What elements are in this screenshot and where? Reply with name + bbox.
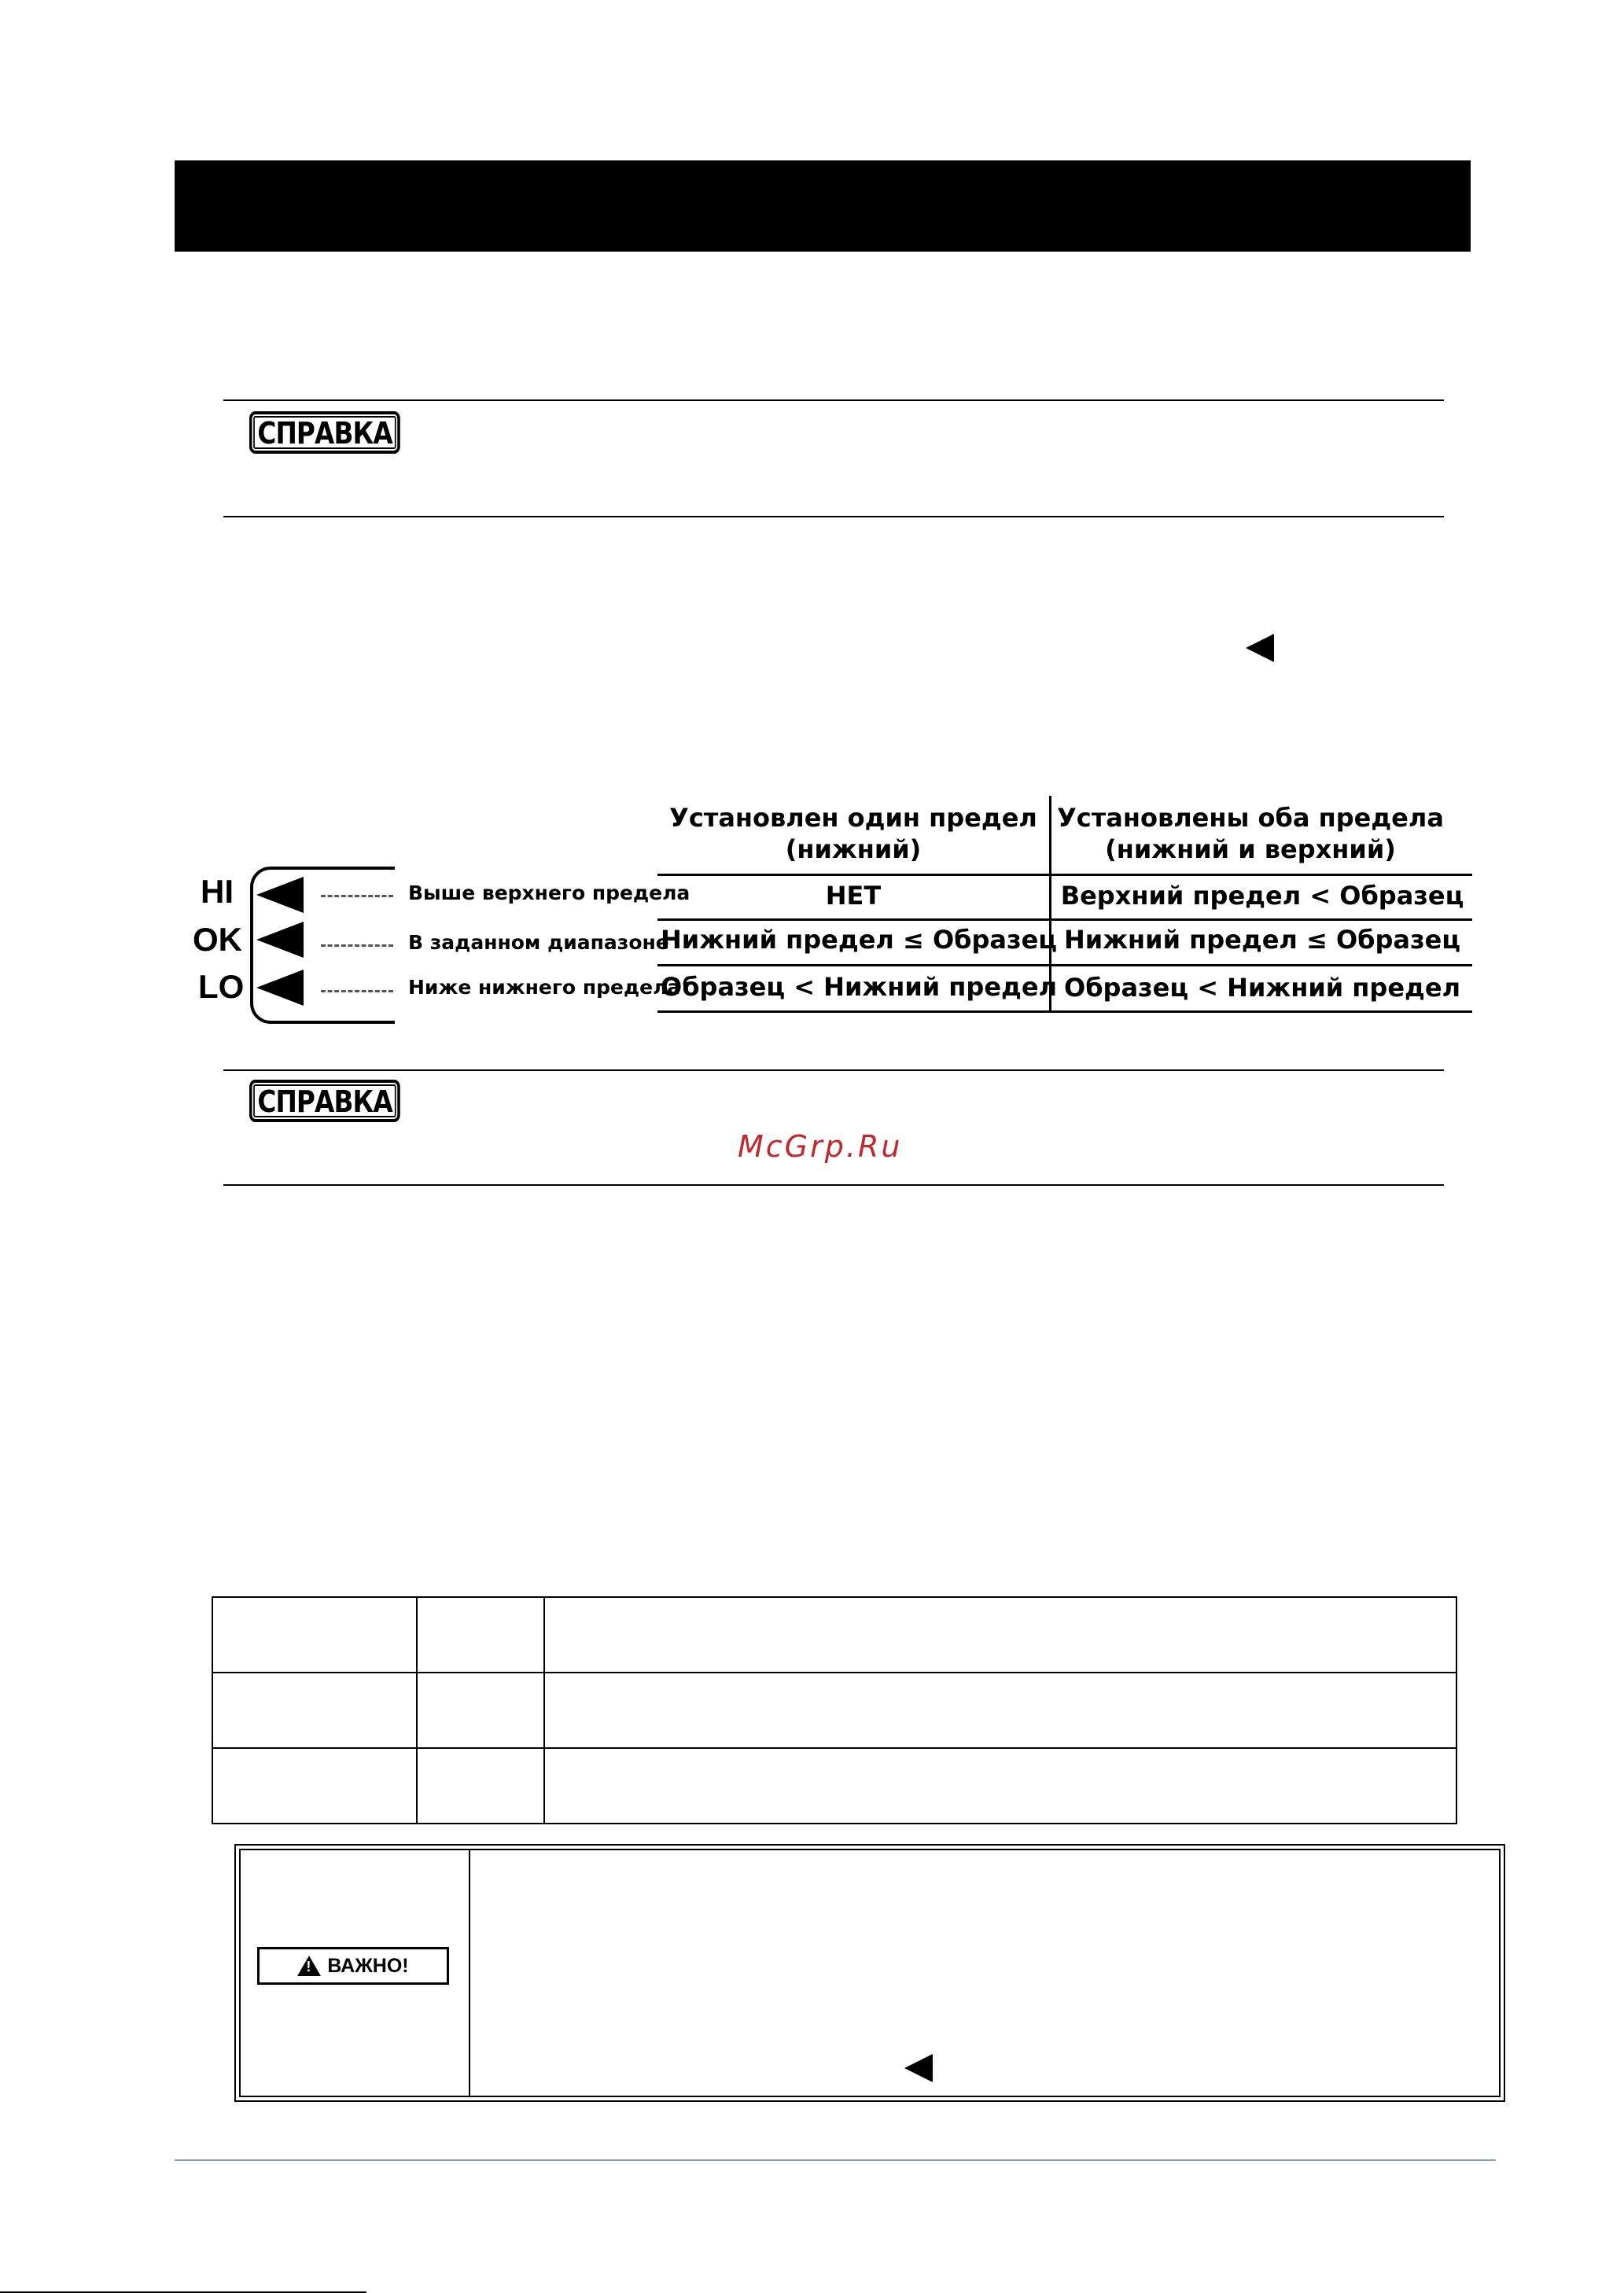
table-cell (544, 1597, 1456, 1673)
note-bottom-rule (223, 1184, 1444, 1186)
section-header-bar (175, 160, 1471, 252)
table-cell (544, 1748, 1456, 1824)
table-header-one-limit (661, 802, 1046, 865)
table-bottom-rule (657, 1010, 1472, 1013)
table-row-rule (657, 918, 1472, 921)
left-arrow-icon (904, 2054, 933, 2082)
hi-description: Выше верхнего предела (408, 881, 690, 904)
table-cell (417, 1673, 544, 1748)
table-cell: НЕТ (825, 881, 882, 911)
header-line: (нижний) (785, 834, 922, 864)
table-cell: Образец < Нижний предел (1064, 973, 1460, 1003)
watermark-text: McGrp.Ru (738, 1129, 903, 1164)
table-header-both-limits (1054, 802, 1447, 865)
table-header-rule (657, 874, 1472, 876)
table-cell: Нижний предел ≤ Образец (1064, 925, 1460, 955)
table-cell: Верхний предел < Образец (1060, 881, 1464, 911)
table-row (212, 1748, 1456, 1824)
ok-arrow-icon (256, 922, 304, 958)
note-badge: СПРАВКА (249, 411, 400, 454)
level-ok-label: OK (193, 921, 242, 958)
table-cell (544, 1673, 1456, 1748)
table-row (212, 1673, 1456, 1748)
ok-description: В заданном диапазоне (408, 931, 669, 954)
table-row (212, 1597, 1456, 1673)
table-cell (212, 1597, 417, 1673)
level-hi-label: HI (201, 873, 234, 910)
table-cell: Образец < Нижний предел (661, 972, 1057, 1002)
lo-arrow-icon (256, 970, 304, 1006)
important-badge (257, 1947, 449, 1985)
warning-icon (297, 1956, 321, 1976)
hi-arrow-icon (256, 877, 304, 913)
lo-dash-line (321, 990, 393, 992)
table-cell (417, 1597, 544, 1673)
table-cell (212, 1748, 417, 1824)
note-badge: СПРАВКА (249, 1080, 400, 1122)
note-top-rule (223, 399, 1444, 401)
table-cell: Нижний предел ≤ Образец (661, 925, 1057, 955)
level-lo-label: LO (198, 968, 245, 1005)
empty-table (212, 1596, 1457, 1824)
table-cell (417, 1748, 544, 1824)
table-row-rule (657, 964, 1472, 966)
ok-dash-line (321, 944, 393, 947)
lo-description: Ниже нижнего предела (408, 976, 681, 999)
note-bottom-rule (223, 516, 1444, 517)
important-label: ВАЖНО! (327, 1954, 409, 1977)
hi-dash-line (321, 895, 393, 897)
important-box-divider (469, 1849, 470, 2096)
header-line: (нижний и верхний) (1105, 834, 1396, 864)
header-line: Установлен один предел (669, 803, 1037, 833)
left-arrow-icon (1246, 634, 1274, 662)
header-line: Установлены оба предела (1057, 803, 1444, 833)
note-top-rule (223, 1069, 1444, 1071)
footer-rule (175, 2159, 1496, 2161)
table-cell (212, 1673, 417, 1748)
